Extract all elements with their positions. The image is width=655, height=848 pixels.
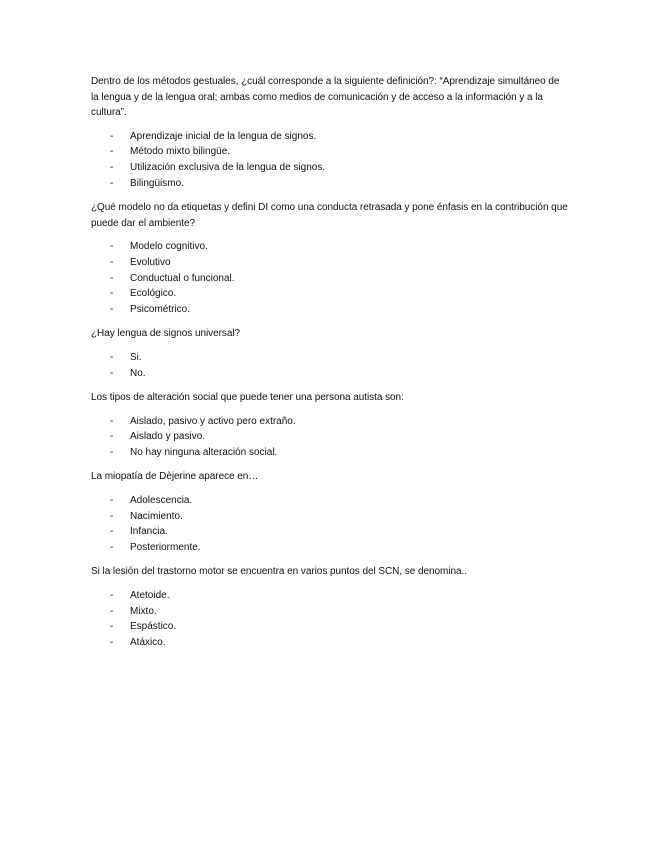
bullet-dash: - <box>110 495 114 507</box>
option <box>91 524 569 540</box>
bullet-dash: - <box>110 510 114 522</box>
option <box>91 271 569 287</box>
option <box>91 255 569 271</box>
option-text: Si. <box>130 351 142 363</box>
option <box>91 604 569 620</box>
option-text: Espástico. <box>130 621 177 633</box>
options-list-4 <box>91 414 569 461</box>
option-text: Infancia. <box>130 526 168 538</box>
options-list-2 <box>91 239 569 317</box>
option-text: Ecológico. <box>130 288 177 300</box>
option-text: Aprendizaje inicial de la lengua de signos. <box>130 130 317 142</box>
bullet-dash: - <box>110 288 114 300</box>
bullet-dash: - <box>110 415 114 427</box>
bullet-dash: - <box>110 130 114 142</box>
bullet-dash: - <box>110 303 114 315</box>
bullet-dash: - <box>110 526 114 538</box>
option <box>91 445 569 461</box>
option <box>91 366 569 382</box>
options-list-5 <box>91 493 569 555</box>
option <box>91 635 569 651</box>
option <box>91 509 569 525</box>
bullet-dash: - <box>110 541 114 553</box>
option-text: Aislado y pasivo. <box>130 431 206 443</box>
question-1: Dentro de los métodos gestuales, ¿cuál corresponde a la siguiente definición?: “Aprendizaje simultáneo de la lengua y de la lengua oral; ambas como medios de comunicación y de acceso a la información y a la cultura”. <box>91 76 560 119</box>
option-text: Atáxico. <box>130 636 166 648</box>
bullet-dash: - <box>110 241 114 253</box>
bullet-dash: - <box>110 256 114 268</box>
option <box>91 129 569 145</box>
question-4: Los tipos de alteración social que puede tener una persona autista son: <box>91 392 404 404</box>
question-2: ¿Qué modelo no da etiquetas y defini DI como una conducta retrasada y pone énfasis en la contribución que puede dar el ambiente? <box>91 202 568 229</box>
option-text: Posteriormente. <box>130 541 201 553</box>
option <box>91 588 569 604</box>
option <box>91 540 569 556</box>
option <box>91 144 569 160</box>
option-text: Conductual o funcional. <box>130 272 235 284</box>
options-list-1 <box>91 129 569 191</box>
option-text: No. <box>130 367 146 379</box>
option <box>91 302 569 318</box>
question-6: Si la lesión del trastorno motor se encuentra en varios puntos del SCN, se denomina.. <box>91 566 467 578</box>
option <box>91 429 569 445</box>
bullet-dash: - <box>110 431 114 443</box>
question-5: La miopatía de Dèjerine aparece en… <box>91 471 259 483</box>
option-text: Evolutivo <box>130 256 171 268</box>
option-text: Mixto. <box>130 605 157 617</box>
option-text: No hay ninguna alteración social. <box>130 446 278 458</box>
bullet-dash: - <box>110 272 114 284</box>
bullet-dash: - <box>110 146 114 158</box>
option-text: Nacimiento. <box>130 510 183 522</box>
option-text: Bilingüismo. <box>130 177 184 189</box>
bullet-dash: - <box>110 636 114 648</box>
option-text: Adolescencia. <box>130 495 193 507</box>
bullet-dash: - <box>110 621 114 633</box>
options-list-6 <box>91 588 569 650</box>
option <box>91 350 569 366</box>
bullet-dash: - <box>110 351 114 363</box>
option <box>91 239 569 255</box>
bullet-dash: - <box>110 590 114 602</box>
document-page <box>91 74 569 659</box>
bullet-dash: - <box>110 367 114 379</box>
bullet-dash: - <box>110 605 114 617</box>
bullet-dash: - <box>110 161 114 173</box>
option-text: Psicométrico. <box>130 303 191 315</box>
option <box>91 619 569 635</box>
question-3: ¿Hay lengua de signos universal? <box>91 328 241 340</box>
option <box>91 414 569 430</box>
option-text: Atetoide. <box>130 590 170 602</box>
option <box>91 286 569 302</box>
bullet-dash: - <box>110 177 114 189</box>
option-text: Método mixto bilingüe. <box>130 146 231 158</box>
option-text: Aislado, pasivo y activo pero extraño. <box>130 415 296 427</box>
option <box>91 493 569 509</box>
option <box>91 176 569 192</box>
option-text: Utilización exclusiva de la lengua de signos. <box>130 161 326 173</box>
options-list-3 <box>91 350 569 381</box>
bullet-dash: - <box>110 446 114 458</box>
option <box>91 160 569 176</box>
option-text: Modelo cognitivo. <box>130 241 208 253</box>
